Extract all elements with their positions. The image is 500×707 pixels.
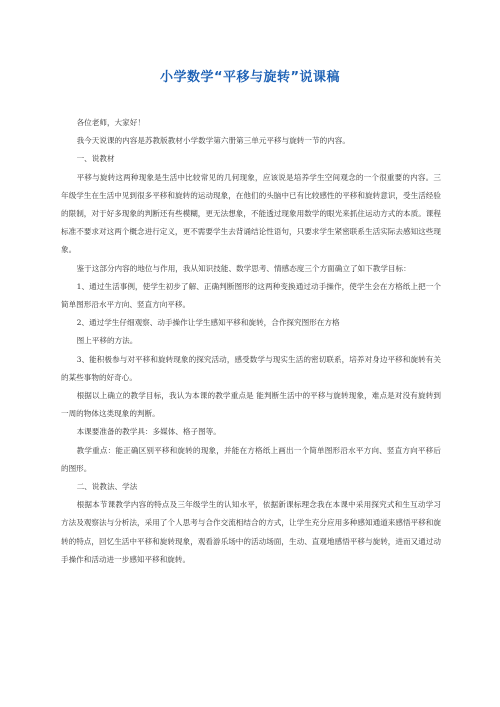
paragraph: 图上平移的方法。	[76, 336, 138, 346]
document-body	[61, 114, 441, 569]
paragraph: 3、能积极参与对平移和旋转现象的探究活动，感受数学与现实生活的密切联系，培养对身边平移和旋转有关的某些事物的好奇心。	[61, 354, 441, 382]
paragraph: 根据本节课教学内容的特点及三年级学生的认知水平，依据新课标理念我在本课中采用探究式和生互动学习方法及观察法与分析法，采用了个人思考与合作交流相结合的方式，让学生充分应用多种感知通道来感悟平移和旋转的特点，回忆生活中平移和旋转现象，观看游乐场中的活动场面，生动、直观地感悟平移与旋转，进而又通过动手操作和活动进一步感知平移和旋转。	[61, 500, 441, 564]
section-heading-methods: 二、说教法、学法	[76, 482, 138, 492]
paragraph-greeting: 各位老师，大家好！	[76, 118, 145, 127]
paragraph-intro: 我今天说课的内容是苏教版教材小学数学第六册第三单元平移与旋转一节的内容。	[76, 136, 350, 146]
paragraph: 1、通过生活事例，使学生初步了解、正确判断图形的这两种变换通过动手操作，使学生会在方格纸上把一个简单图形沿水平方向、竖直方向平移。	[61, 281, 441, 310]
paragraph: 根据以上确立的教学目标，我认为本课的教学重点是 能判断生活中的平移与旋转现象，难点是对没有旋转到一周的物体这类现象的判断。	[61, 391, 441, 419]
document-title: 小学数学“平移与旋转”说课稿	[159, 70, 341, 85]
paragraph: 2、通过学生仔细观察、动手操作让学生感知平移和旋转，合作探究图形在方格	[76, 318, 340, 328]
paragraph: 本课要准备的教学具：多媒体、格子图等。	[76, 427, 221, 437]
paragraph: 平移与旋转这两种现象是生活中比较常见的几何现象，应该说是培养学生空间观念的一个很重要的内容。三年级学生在生活中见到很多平移和旋转的运动现象，在他们的头脑中已有比较感性的平移和旋转意识，受生活经验的限制，对于好多现象的判断还有些模糊，更无法想象，不能透过现象用数学的眼光来抓住运动方式的本质。课程标准不要求对这两个概念进行定义，更不需要学生去背诵结论性语句，只要求学生紧密联系生活实际去感知这些现象。	[61, 172, 441, 255]
paragraph: 教学重点：能正确区别平移和旋转的现象，并能在方格纸上画出一个简单图形沿水平方向、竖直方向平移后的图形。	[61, 445, 441, 473]
paragraph: 鉴于这部分内容的地位与作用，我从知识技能、数学思考、情感态度三个方面确立了如下教学目标：	[76, 263, 411, 273]
section-heading-textbook: 一、说教材	[76, 154, 115, 164]
